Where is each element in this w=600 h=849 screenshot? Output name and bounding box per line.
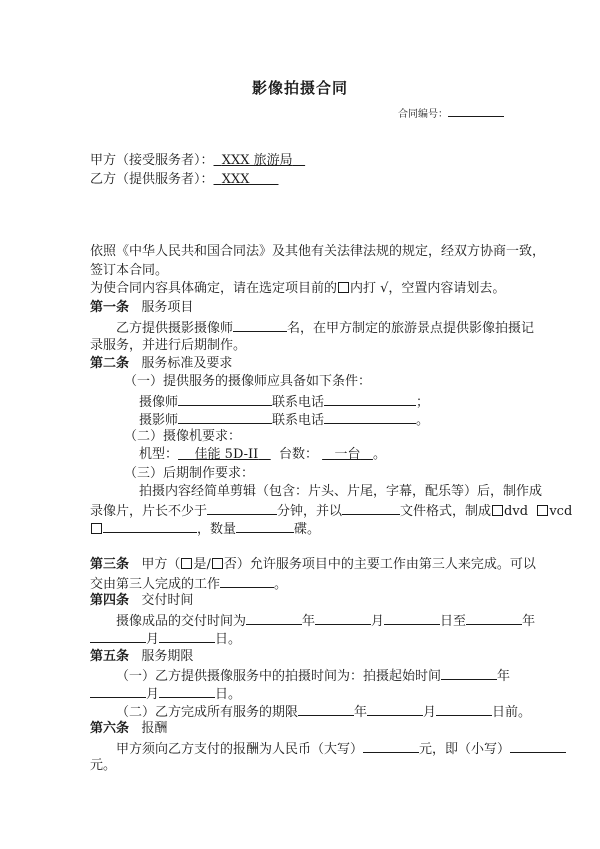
other-checkbox-icon <box>91 523 102 534</box>
article-6-heading: 第六条 报酬 <box>90 721 168 736</box>
dvd-checkbox-icon <box>492 505 503 516</box>
party-a-label: 甲方（接受服务者）： <box>90 153 214 168</box>
article-5-line-3: （二）乙方完成所有服务的期限 年 月 日前。 <box>116 702 531 722</box>
contract-number-row <box>398 106 504 124</box>
party-a-row <box>90 152 305 170</box>
article-4-line-2: 月 日。 <box>90 629 241 649</box>
post-production-line-3: ，数量 碟。 <box>90 519 320 539</box>
party-b-row <box>90 171 278 189</box>
article-1-line-1: 乙方提供摄影摄像师 名，在甲方制定的旅游景点提供影像拍摄记 <box>116 318 534 338</box>
delivery-end-day-blank <box>159 629 215 643</box>
article-6-line-2: 元。 <box>90 758 117 773</box>
photographer-phone-blank <box>324 410 416 424</box>
camera-row: 机型： 佳能 5D-II 台数： 一台 。 <box>139 447 386 462</box>
article-5-heading: 第五条 服务期限 <box>90 649 194 664</box>
party-b-value: XXX <box>221 172 250 187</box>
article-2-section-3: （三）后期制作要求： <box>124 466 255 481</box>
third-party-work-blank <box>220 574 274 588</box>
checkbox-icon <box>338 282 349 293</box>
delivery-start-year-blank <box>246 611 302 625</box>
article-5-line-1: （一）乙方提供摄像服务中的拍摄时间为：拍摄起始时间 年 <box>116 666 510 686</box>
photographer-count-blank <box>233 318 287 332</box>
length-blank <box>207 501 277 515</box>
camera-count: 一台 <box>334 447 361 462</box>
article-3-line-1: 第三条 甲方（ 是/ 否）允许服务项目中的主要工作由第三人来完成。可以 <box>90 557 536 572</box>
post-production-line-2: 录像片，片长不少于 分钟，并以 文件格式，制成 dvd vcd <box>90 501 572 521</box>
contract-number-label: 合同编号： <box>398 109 448 120</box>
shoot-start-month-blank <box>90 684 146 698</box>
article-3-line-2: 交由第三人完成的工作 。 <box>90 574 287 594</box>
contract-number-blank <box>448 107 504 117</box>
party-b-label: 乙方（提供服务者）： <box>90 172 214 187</box>
quantity-blank <box>236 519 294 533</box>
shoot-start-year-blank <box>441 666 497 680</box>
fee-uppercase-blank <box>363 739 419 753</box>
deadline-day-blank <box>436 702 492 716</box>
article-4-heading: 第四条 交付时间 <box>90 593 194 608</box>
preamble-line-3: 为使合同内容具体确定，请在选定项目前的 内打 √，空置内容请划去。 <box>90 281 506 296</box>
article-4-line-1: 摄像成品的交付时间为 年 月 日至 年 <box>116 611 535 631</box>
fee-numeric-blank <box>510 739 566 753</box>
preamble-line-2: 签订本合同。 <box>90 263 169 278</box>
photographer-row: 摄影师 联系电话 。 <box>139 410 429 430</box>
other-format-blank <box>103 519 197 533</box>
article-1-line-2: 录服务，并进行后期制作。 <box>90 338 247 353</box>
delivery-start-day-blank <box>384 611 440 625</box>
deadline-year-blank <box>298 702 354 716</box>
party-a-value: XXX 旅游局 <box>221 153 293 168</box>
article-2-section-1: （一）提供服务的摄像师应具备如下条件： <box>124 374 372 389</box>
photographer-name-blank <box>178 410 272 424</box>
document-title: 影像拍摄合同 <box>251 79 348 97</box>
videographer-phone-blank <box>324 392 416 406</box>
article-5-line-2: 月 日。 <box>90 684 241 704</box>
videographer-name-blank <box>178 392 272 406</box>
delivery-end-year-blank <box>466 611 522 625</box>
format-blank <box>342 501 400 515</box>
yes-checkbox-icon <box>181 558 192 569</box>
delivery-start-month-blank <box>315 611 371 625</box>
article-6-line-1: 甲方须向乙方支付的报酬为人民币（大写） 元，即（小写） <box>116 739 566 759</box>
camera-model: 佳能 5D-II <box>194 447 259 462</box>
shoot-start-day-blank <box>159 684 215 698</box>
article-2-heading: 第二条 服务标准及要求 <box>90 356 233 371</box>
delivery-end-month-blank <box>90 629 146 643</box>
article-2-section-2: （二）摄像机要求： <box>124 429 242 444</box>
article-1-heading: 第一条 服务项目 <box>90 300 194 315</box>
deadline-month-blank <box>367 702 423 716</box>
preamble-line-1: 依照《中华人民共和国合同法》及其他有关法律法规的规定，经双方协商一致， <box>90 244 546 259</box>
videographer-row: 摄像师 联系电话 ； <box>139 392 429 412</box>
vcd-checkbox-icon <box>537 505 548 516</box>
post-production-line-1: 拍摄内容经简单剪辑（包含：片头、片尾，字幕，配乐等）后，制作成 <box>139 484 543 499</box>
no-checkbox-icon <box>212 558 223 569</box>
